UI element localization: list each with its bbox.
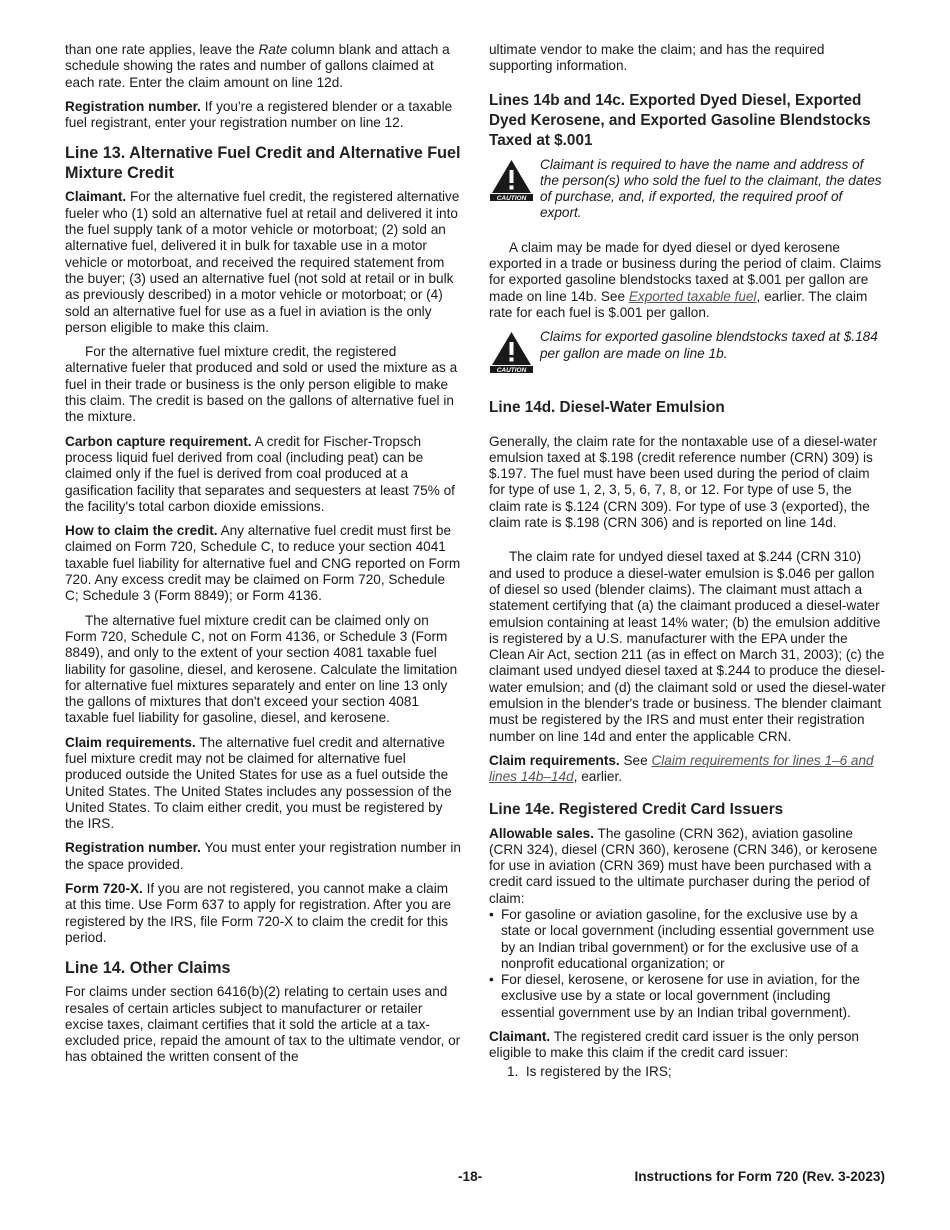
form-title: Instructions for Form 720 (Rev. 3-2023)	[634, 1169, 885, 1184]
page-number: -18-	[458, 1169, 483, 1184]
section-heading: Line 14d. Diesel-Water Emulsion	[489, 398, 725, 416]
paragraph: For the alternative fuel mixture credit, the registered alternative fueler that produced and sold or used the mixture as a fuel in their trade or business is the only person eligible to make this claim. The credit is based on the gallons of alternative fuel in the mixture.	[65, 344, 458, 425]
section-heading: Line 14e. Registered Credit Card Issuers	[489, 800, 784, 818]
paragraph: Claimant. For the alternative fuel credit, the registered alternative fueler who (1) sold an alternative fuel at retail and delivered it into the fuel supply tank of a motor vehicle or motorboat; (2) sold an alternative fuel, delivered it in bulk for taxable use in a motor vehicle or motorboat, and received the required statement from the buyer; (3) used an alternative fuel (not sold at retail or in bulk as previously described) in a motor vehicle or motorboat; or (4) sold an alternative fuel for use as a fuel in aviation is the only person eligible to make this claim.	[65, 189, 460, 335]
section-heading: Line 13. Alternative Fuel Credit and Alternative Fuel Mixture Credit	[65, 144, 461, 183]
link-exported-taxable-fuel[interactable]: Exported taxable fuel	[628, 288, 757, 304]
list-item: 1. Is registered by the IRS;	[507, 1063, 672, 1079]
bullet-icon: •	[489, 972, 494, 988]
caution-icon	[489, 157, 534, 222]
list-item: • For gasoline or aviation gasoline, for the exclusive use by a state or local government (including essential government use by an Indian tribal government) or for the exclusive use of a nonprofit educational organization; or	[489, 906, 875, 971]
bullet-icon: •	[489, 906, 494, 922]
paragraph: Claim requirements. The alternative fuel credit and alternative fuel mixture credit may not be claimed for alternative fuel produced outside the United States for use as a fuel outside the United States. The United States includes any possession of the United States. To claim either credit, you must be registered by the IRS.	[65, 734, 452, 832]
paragraph: Carbon capture requirement. A credit for Fischer-Tropsch process liquid fuel derived from coal (including peat) can be claimed only if the fuel is derived from coal produced at a gasification facility that separates and sequesters at least 75% of the facility's total carbon dioxide emissions.	[65, 433, 455, 514]
paragraph: Claimant. The registered credit card issuer is the only person eligible to make this claim if the credit card issuer:	[489, 1029, 859, 1061]
svg-text:CAUTION: CAUTION	[496, 367, 527, 374]
paragraph: Generally, the claim rate for the nontaxable use of a diesel-water emulsion taxed at $.198 (credit reference number (CRN) 309) is $.197. The fuel must have been used during the period of claim for type of use 1, 2, 3, 5, 6, 7, 8, or 12. For type of use 5, the claim rate is $.124 (CRN 309). For type of use 3 (exported), the claim rate is $.198 (CRN 306) and is reported on line 14d.	[489, 433, 878, 531]
paragraph: Registration number. You must enter your registration number in the space provided.	[65, 840, 461, 872]
link-claim-requirements[interactable]: Claim requirements for lines 1–6 and lines 14b–14d	[489, 752, 874, 785]
caution-icon	[489, 329, 534, 377]
section-heading: Lines 14b and 14c. Exported Dyed Diesel, Exported Dyed Kerosene, and Exported Gasoline Blendstocks Taxed at $.001	[489, 91, 871, 149]
paragraph: How to claim the credit. Any alternative fuel credit must first be claimed on Form 720, Schedule C, to reduce your section 4041 taxable fuel liability for alternative fuel and CNG reported on Form 720. Any excess credit may be claimed on Form 720, Schedule C; Schedule 3 (Form 8849); or Form 4136.	[65, 523, 461, 604]
paragraph: The alternative fuel mixture credit can be claimed only on Form 720, Schedule C, not on Form 4136, or Schedule 3 (Form 8849), and only to the extent of your section 4081 taxable fuel liability for gasoline, diesel, and kerosene. Calculate the limitation for alternative fuel mixtures separately and enter on line 13 only the gallons of mixtures that don't exceed your section 4081 taxable fuel liability for gasoline, diesel, and kerosene.	[65, 612, 458, 726]
paragraph: Claim requirements. See Claim requirements for lines 1–6 and lines 14b–14d, earlier.	[489, 752, 874, 785]
paragraph: Registration number. If you're a registered blender or a taxable fuel registrant, enter your registration number on line 12.	[65, 98, 453, 131]
left-column	[65, 42, 462, 1074]
svg-text:CAUTION: CAUTION	[496, 194, 527, 201]
section-heading: Line 14. Other Claims	[65, 959, 231, 978]
paragraph: Allowable sales. The gasoline (CRN 362), aviation gasoline (CRN 324), diesel (CRN 360), kerosene (CRN 346), or kerosene for use in aviation (CRN 369) must have been purchased with a credit card issued to the ultimate purchaser during the period of claim:	[489, 825, 878, 906]
paragraph: than one rate applies, leave the Rate column blank and attach a schedule showing the rates and number of gallons claimed at each rate. Enter the claim amount on line 12d.	[65, 42, 450, 90]
right-column	[489, 42, 886, 1080]
paragraph: A claim may be made for dyed diesel or dyed kerosene exported in a trade or business during the period of claim. Claims for exported gasoline blendstocks taxed at $.001 per gallon are made on line 14b. See Exported taxable fuel, earlier. The claim rate for each fuel is $.001 per gallon.	[489, 239, 882, 320]
list-item: • For diesel, kerosene, or kerosene for use in aviation, for the exclusive use by a state or local government (including essential government use by an Indian tribal government).	[489, 972, 860, 1020]
caution-note: CAUTION Claims for exported gasoline blendstocks taxed at $.184 per gallon are made on line 1b.	[489, 329, 886, 377]
paragraph: The claim rate for undyed diesel taxed at $.244 (CRN 310) and used to produce a diesel-water emulsion is $.046 per gallon of diesel so used (blender claims). The claimant must attach a statement certifying that (a) the claimant produced a diesel-water emulsion containing at least 14% water; (b) the emulsion additive is registered by a U.S. manufacturer with the EPA under the Clean Air Act, section 211 (as in effect on March 31, 2003); (c) the claimant used undyed diesel taxed at $.244 to produce the diesel-water emulsion; and (d) the claimant sold or used the diesel-water emulsion in the blender's trade or business. The blender claimant must be registered by the IRS and must enter their registration number on line 14d and enter the applicable CRN.	[489, 549, 886, 744]
paragraph: Form 720-X. If you are not registered, you cannot make a claim at this time. Use Form 637 to apply for registration. After you are registered by the IRS, file Form 720-X to claim the credit for this period.	[65, 881, 452, 945]
paragraph: For claims under section 6416(b)(2) relating to certain uses and resales of certain articles subject to manufacturer or retailer excise taxes, claimant certifies that it sold the article at a tax-excluded price, repaid the amount of tax to the ultimate vendor, or has obtained the written consent of the	[65, 984, 461, 1065]
paragraph: ultimate vendor to make the claim; and has the required supporting information.	[489, 42, 825, 74]
page-footer	[0, 1169, 950, 1187]
caution-note: CAUTION Claimant is required to have the name and address of the person(s) who sold the fuel to the claimant, the dates of purchase, and, if exported, the required proof of export.	[489, 157, 886, 222]
